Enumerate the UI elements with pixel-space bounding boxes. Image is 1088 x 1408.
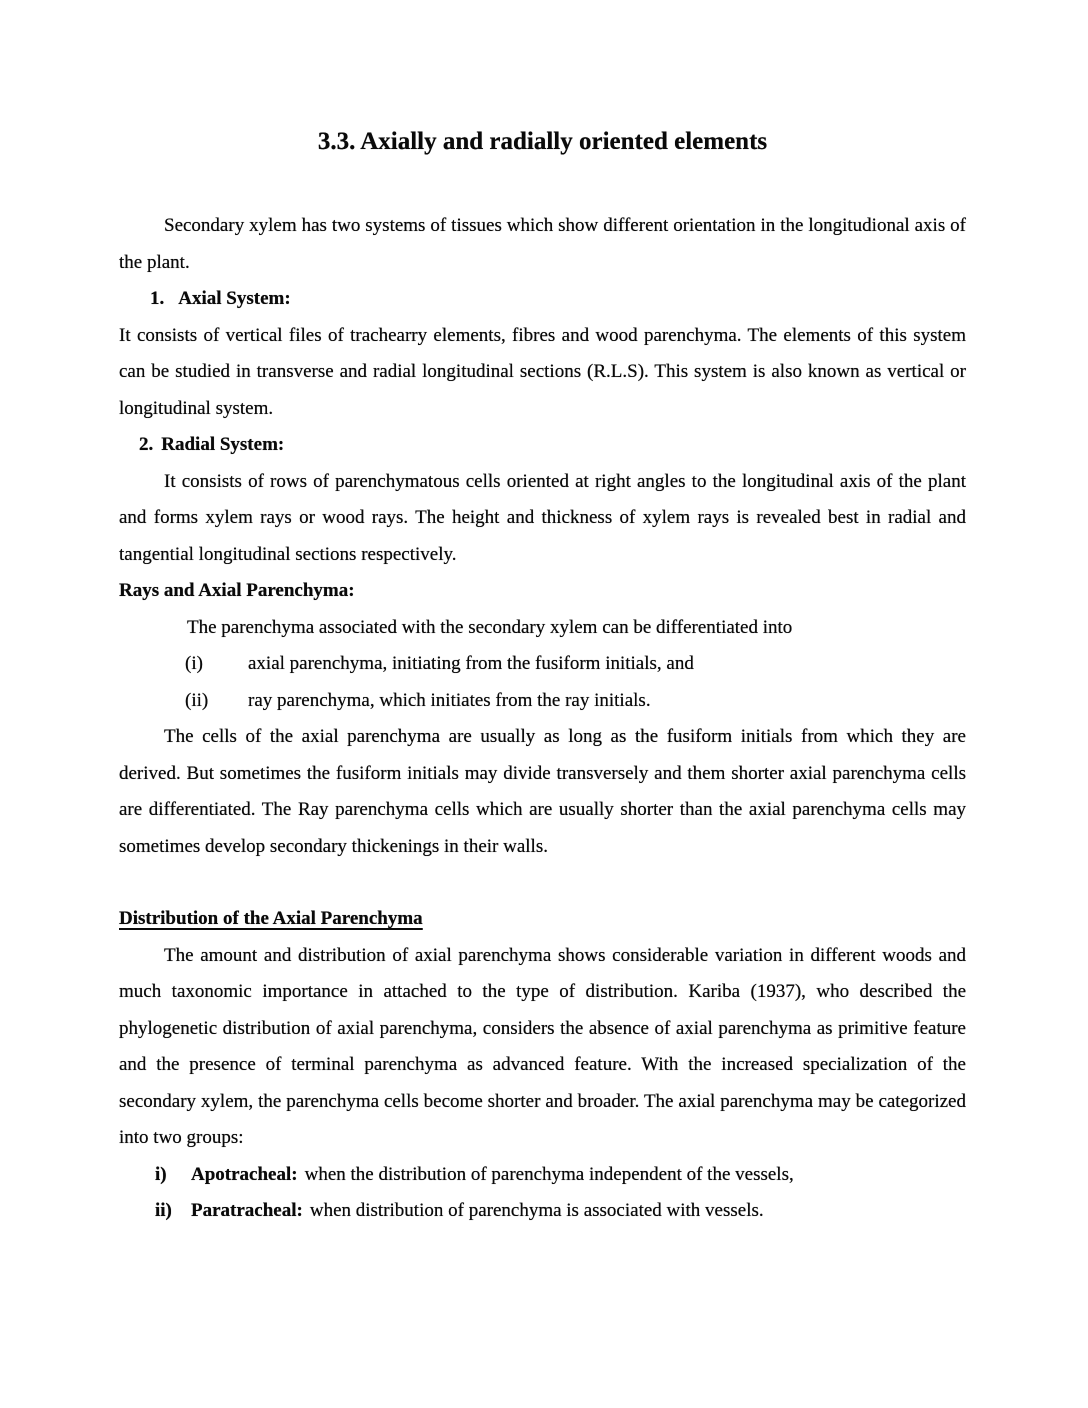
- list-item-text: when the distribution of parenchyma independent of the vessels,: [304, 1163, 794, 1185]
- distribution-heading: Distribution of the Axial Parenchyma: [119, 908, 423, 929]
- list-item-marker: ii): [155, 1200, 172, 1221]
- list-item: [119, 646, 966, 683]
- list-item-marker: (i): [185, 653, 203, 674]
- list-item-marker: i): [155, 1163, 167, 1185]
- radial-system-heading-text: Radial System:: [161, 434, 285, 455]
- axial-system-heading-text: Axial System:: [178, 288, 291, 309]
- list-item-term: Paratracheal:: [191, 1200, 303, 1221]
- rays-axial-heading: Rays and Axial Parenchyma:: [119, 580, 355, 601]
- rays-axial-body: The cells of the axial parenchyma are usually as long as the fusiform initials from which they are derived. But sometimes the fusiform initials may divide transversely and them shorter axial parenchyma cells are differentiated. The Ray parenchyma cells which are usually shorter than the axial parenchyma cells may sometimes develop secondary thickenings in their walls.: [119, 726, 966, 857]
- list-item-text: axial parenchyma, initiating from the fusiform initials, and: [248, 653, 694, 674]
- axial-system-heading: [119, 281, 966, 318]
- list-item: [119, 1157, 966, 1194]
- radial-system-number: 2.: [139, 434, 154, 455]
- list-item-text: ray parenchyma, which initiates from the ray initials.: [248, 689, 651, 711]
- list-item-marker: (ii): [185, 689, 209, 711]
- radial-system-body: It consists of rows of parenchymatous cells oriented at right angles to the longitudinal axis of the plant and forms xylem rays or wood rays. The height and thickness of xylem rays is revealed best in radial and tangential longitudinal sections respectively.: [119, 470, 966, 565]
- rays-axial-lead: The parenchyma associated with the secondary xylem can be differentiated into: [187, 616, 793, 638]
- document-title: 3.3. Axially and radially oriented elements: [317, 128, 768, 155]
- radial-system-heading: [119, 427, 966, 464]
- axial-system-number: 1.: [150, 288, 165, 309]
- list-item: [119, 1193, 966, 1230]
- list-item: [119, 683, 966, 720]
- distribution-body: The amount and distribution of axial parenchyma shows considerable variation in different woods and much taxonomic importance in attached to the type of distribution. Kariba (1937), who described the phylogenetic distribution of axial parenchyma, considers the absence of axial parenchyma as primitive feature and the presence of terminal parenchyma as advanced feature. With the increased specialization of the secondary xylem, the parenchyma cells become shorter and broader. The axial parenchyma may be categorized into two groups:: [119, 944, 966, 1148]
- group-list: [119, 1157, 966, 1230]
- list-item-text: when distribution of parenchyma is associated with vessels.: [309, 1200, 764, 1221]
- intro-paragraph: Secondary xylem has two systems of tissues which show different orientation in the longitudional axis of the plant.: [119, 215, 966, 273]
- axial-system-body: It consists of vertical files of trachearry elements, fibres and wood parenchyma. The elements of this system can be studied in transverse and radial longitudinal sections (R.L.S). This system is also known as vertical or longitudinal system.: [119, 324, 966, 419]
- list-item-term: Apotracheal:: [191, 1163, 298, 1185]
- roman-list: [119, 646, 966, 719]
